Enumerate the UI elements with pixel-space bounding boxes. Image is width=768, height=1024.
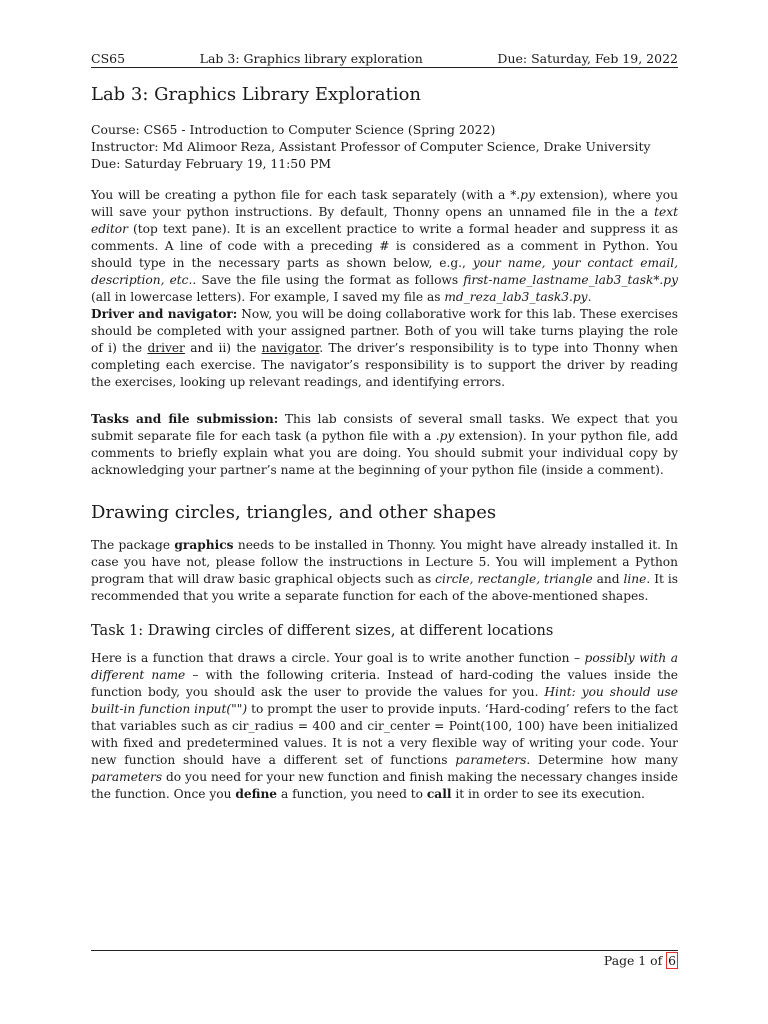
text-run: circle, rectangle, triangle bbox=[435, 572, 593, 586]
text-run: parameters bbox=[91, 770, 163, 784]
text-run: possibly with a different name bbox=[91, 651, 678, 682]
text-run: (top text pane). It is an excellent practice to write a formal header and suppress it as comments. A line of code with a preceding # is considered as a comment in Python. You should type in the necessary parts as shown below, e.g., bbox=[91, 222, 678, 270]
document-page bbox=[91, 0, 678, 1024]
text-run: call bbox=[426, 787, 452, 801]
graphics-paragraph bbox=[91, 537, 678, 605]
text-run: . Determine how many bbox=[526, 753, 679, 767]
page-footer bbox=[604, 953, 678, 968]
intro-paragraph bbox=[91, 187, 678, 306]
text-run: your name, your contact email, description, etc. bbox=[91, 256, 679, 287]
paragraph-heading: Tasks and file submission: bbox=[91, 412, 279, 426]
text-run: extension), where you will save your python instructions. By default, Thonny opens an unnamed file in the a bbox=[91, 188, 678, 219]
text-run: This lab consists of several small tasks. We expect that you submit separate file for each task (a python file with a bbox=[91, 412, 678, 443]
text-run: *.py bbox=[510, 188, 535, 202]
due-line: Due: Saturday February 19, 11:50 PM bbox=[91, 156, 332, 171]
text-run: md_reza_lab3_task3.py bbox=[444, 290, 588, 304]
paragraph-heading: Driver and navigator: bbox=[91, 307, 238, 321]
text-run: first-name_lastname_lab3_task*.py bbox=[463, 273, 678, 287]
text-run: You will be creating a python file for each task separately (with a bbox=[91, 188, 511, 202]
section-title: Drawing circles, triangles, and other shapes bbox=[91, 502, 497, 523]
lab-title: Lab 3: Graphics Library Exploration bbox=[91, 84, 422, 105]
text-run: line bbox=[623, 572, 647, 586]
text-run: extension). In your python file, add comments to briefly explain what you are doing. You should submit your individual copy by acknowledging your partner’s name at the beginning of your python file (inside a comment). bbox=[91, 429, 678, 477]
text-run: graphics bbox=[174, 538, 234, 552]
text-run: . bbox=[587, 290, 592, 304]
text-run: Now, you will be doing collaborative work for this lab. These exercises should be completed with your assigned partner. Both of you will take turns playing the role of i) the bbox=[91, 307, 678, 355]
course-line: Course: CS65 - Introduction to Computer Science (Spring 2022) bbox=[91, 122, 496, 137]
task-1-title: Task 1: Drawing circles of different sizes, at different locations bbox=[91, 623, 554, 639]
footer-rule bbox=[91, 950, 678, 951]
text-run: . Save the file using the format as follows bbox=[192, 273, 464, 287]
text-run: . It is recommended that you write a separate function for each of the above-mentioned shapes. bbox=[91, 572, 678, 603]
task-1-paragraph bbox=[91, 650, 678, 803]
header-lab-title: Lab 3: Graphics library exploration bbox=[199, 50, 423, 66]
text-run: . The driver’s responsibility is to type into Thonny when completing each exercise. The navigator’s responsibility is to support the driver by reading the exercises, looking up relevant readings, and identifying errors. bbox=[91, 341, 678, 389]
text-run: and bbox=[592, 572, 624, 586]
text-run: The package bbox=[91, 538, 175, 552]
header-due-date: Due: Saturday, Feb 19, 2022 bbox=[497, 50, 678, 66]
text-run: – with the following criteria. Instead of hard-coding the values inside the function body, you should ask the user to provide the values for you. bbox=[91, 668, 679, 699]
text-run: parameters bbox=[455, 753, 527, 767]
text-run: to prompt the user to provide inputs. ‘Hard-coding’ refers to the fact that variables such as cir_radius = 400 and cir_center = Point(100, 100) have been initialized with fixed and predetermined values. It is not a very flexible way of writing your code. Your new function should have a different set of functions bbox=[91, 702, 678, 767]
driver-navigator-paragraph bbox=[91, 306, 678, 391]
driver-term: driver bbox=[147, 341, 185, 355]
submission-paragraph bbox=[91, 411, 678, 479]
text-run: (all in lowercase letters). For example, I saved my file as bbox=[91, 290, 445, 304]
page-number-label: Page 1 of bbox=[603, 953, 667, 968]
text-run: it in order to see its execution. bbox=[451, 787, 645, 801]
text-run: text editor bbox=[91, 205, 678, 236]
text-run: .py bbox=[435, 429, 455, 443]
total-pages-link[interactable]: 6 bbox=[668, 953, 676, 968]
header-course: CS65 bbox=[91, 50, 126, 66]
text-run: Hint: you should use built-in function input("") bbox=[91, 685, 678, 716]
text-run: define bbox=[235, 787, 278, 801]
navigator-term: navigator bbox=[261, 341, 320, 355]
course-info bbox=[91, 121, 650, 172]
text-run: Here is a function that draws a circle. Your goal is to write another function – bbox=[91, 651, 585, 665]
header-rule bbox=[91, 67, 678, 68]
running-header bbox=[91, 48, 678, 68]
text-run: a function, you need to bbox=[277, 787, 427, 801]
text-run: do you need for your new function and finish making the necessary changes inside the function. Once you bbox=[91, 770, 678, 801]
instructor-line: Instructor: Md Alimoor Reza, Assistant Professor of Computer Science, Drake University bbox=[91, 139, 651, 154]
text-run: and ii) the bbox=[184, 341, 262, 355]
text-run: needs to be installed in Thonny. You might have already installed it. In case you have not, please follow the instructions in Lecture 5. You will implement a Python program that will draw basic graphical objects such as bbox=[91, 538, 678, 586]
